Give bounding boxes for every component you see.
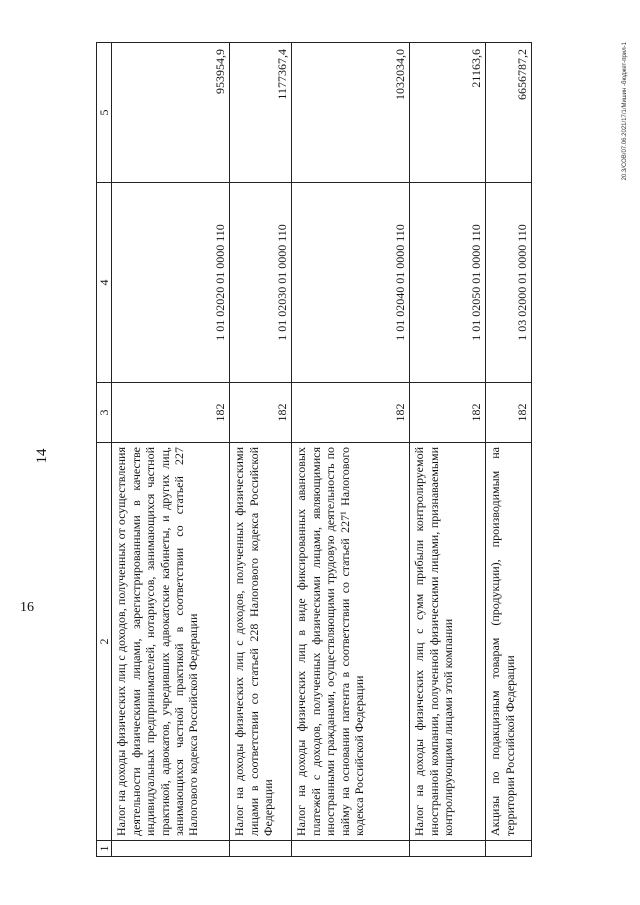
- header-col-4: 4: [97, 183, 112, 383]
- header-col-1: 1: [97, 841, 112, 857]
- row-4-code: 1 01 02050 01 0000 110: [410, 183, 486, 383]
- row-3-amount: 1032034,0: [292, 43, 410, 183]
- row-2-admin: 182: [230, 383, 292, 443]
- table-row: [486, 43, 532, 857]
- table-header-row: [97, 43, 112, 857]
- table-row: [410, 43, 486, 857]
- row-1-name: Налог на доходы физических лиц с доходов, полученных от осуществления деятельности физическими лицами, зарегистрированными в качестве индивидуальных предпринимателей, нотариусов, занимающихся частной практикой, адвокатов, учредивших адвокатские кабинеты, и других лиц, занимающихся частной практикой в соответствии со статьей 227 Налогового кодекса Российской Федерации: [112, 443, 230, 841]
- table-row: [230, 43, 292, 857]
- row-2-amount: 1177367,4: [230, 43, 292, 183]
- row-1-code: 1 01 02020 01 0000 110: [112, 183, 230, 383]
- row-4-name: Налог на доходы физических лиц с сумм прибыли контролируемой иностранной компании, полученной физическими лицами, признаваемыми контролирующими лицами этой компании: [410, 443, 486, 841]
- revenue-table: [96, 42, 532, 857]
- row-5-num: [486, 841, 532, 857]
- table-row: [292, 43, 410, 857]
- row-5-admin: 182: [486, 383, 532, 443]
- row-1-admin: 182: [112, 383, 230, 443]
- row-2-num: [230, 841, 292, 857]
- page-number: 14: [34, 448, 50, 464]
- header-col-5: 5: [97, 43, 112, 183]
- row-3-admin: 182: [292, 383, 410, 443]
- row-5-amount: 6656787,2: [486, 43, 532, 183]
- row-1-num: [112, 841, 230, 857]
- row-2-code: 1 01 02030 01 0000 110: [230, 183, 292, 383]
- header-col-2: 2: [97, 443, 112, 841]
- row-3-code: 1 01 02040 01 0000 110: [292, 183, 410, 383]
- row-3-num: [292, 841, 410, 857]
- row-4-num: [410, 841, 486, 857]
- header-col-3: 3: [97, 383, 112, 443]
- row-5-name: Акцизы по подакцизным товарам (продукции), производимым на территории Российской Федерации: [486, 443, 532, 841]
- row-3-name: Налог на доходы физических лиц в виде фиксированных авансовых платежей с доходов, полученных физическими лицами, являющимися иностранными гражданами, осуществляющими трудовую деятельность по найму на основании патента в соответствии со статьей 227¹ Налогового кодекса Российской Федерации: [292, 443, 410, 841]
- table-row: [112, 43, 230, 857]
- row-1-amount: 953954,9: [112, 43, 230, 183]
- row-4-amount: 21163,6: [410, 43, 486, 183]
- document-footer-code: 20.3/СОВ/07.06.2021/17/1/Мишин -бюджет-прил-1: [622, 42, 628, 181]
- row-4-admin: 182: [410, 383, 486, 443]
- row-5-code: 1 03 02000 01 0000 110: [486, 183, 532, 383]
- row-2-name: Налог на доходы физических лиц с доходов, полученных физическими лицами в соответствии со статьей 228 Налогового кодекса Российской Федерации: [230, 443, 292, 841]
- sheet-number: 16: [20, 600, 34, 615]
